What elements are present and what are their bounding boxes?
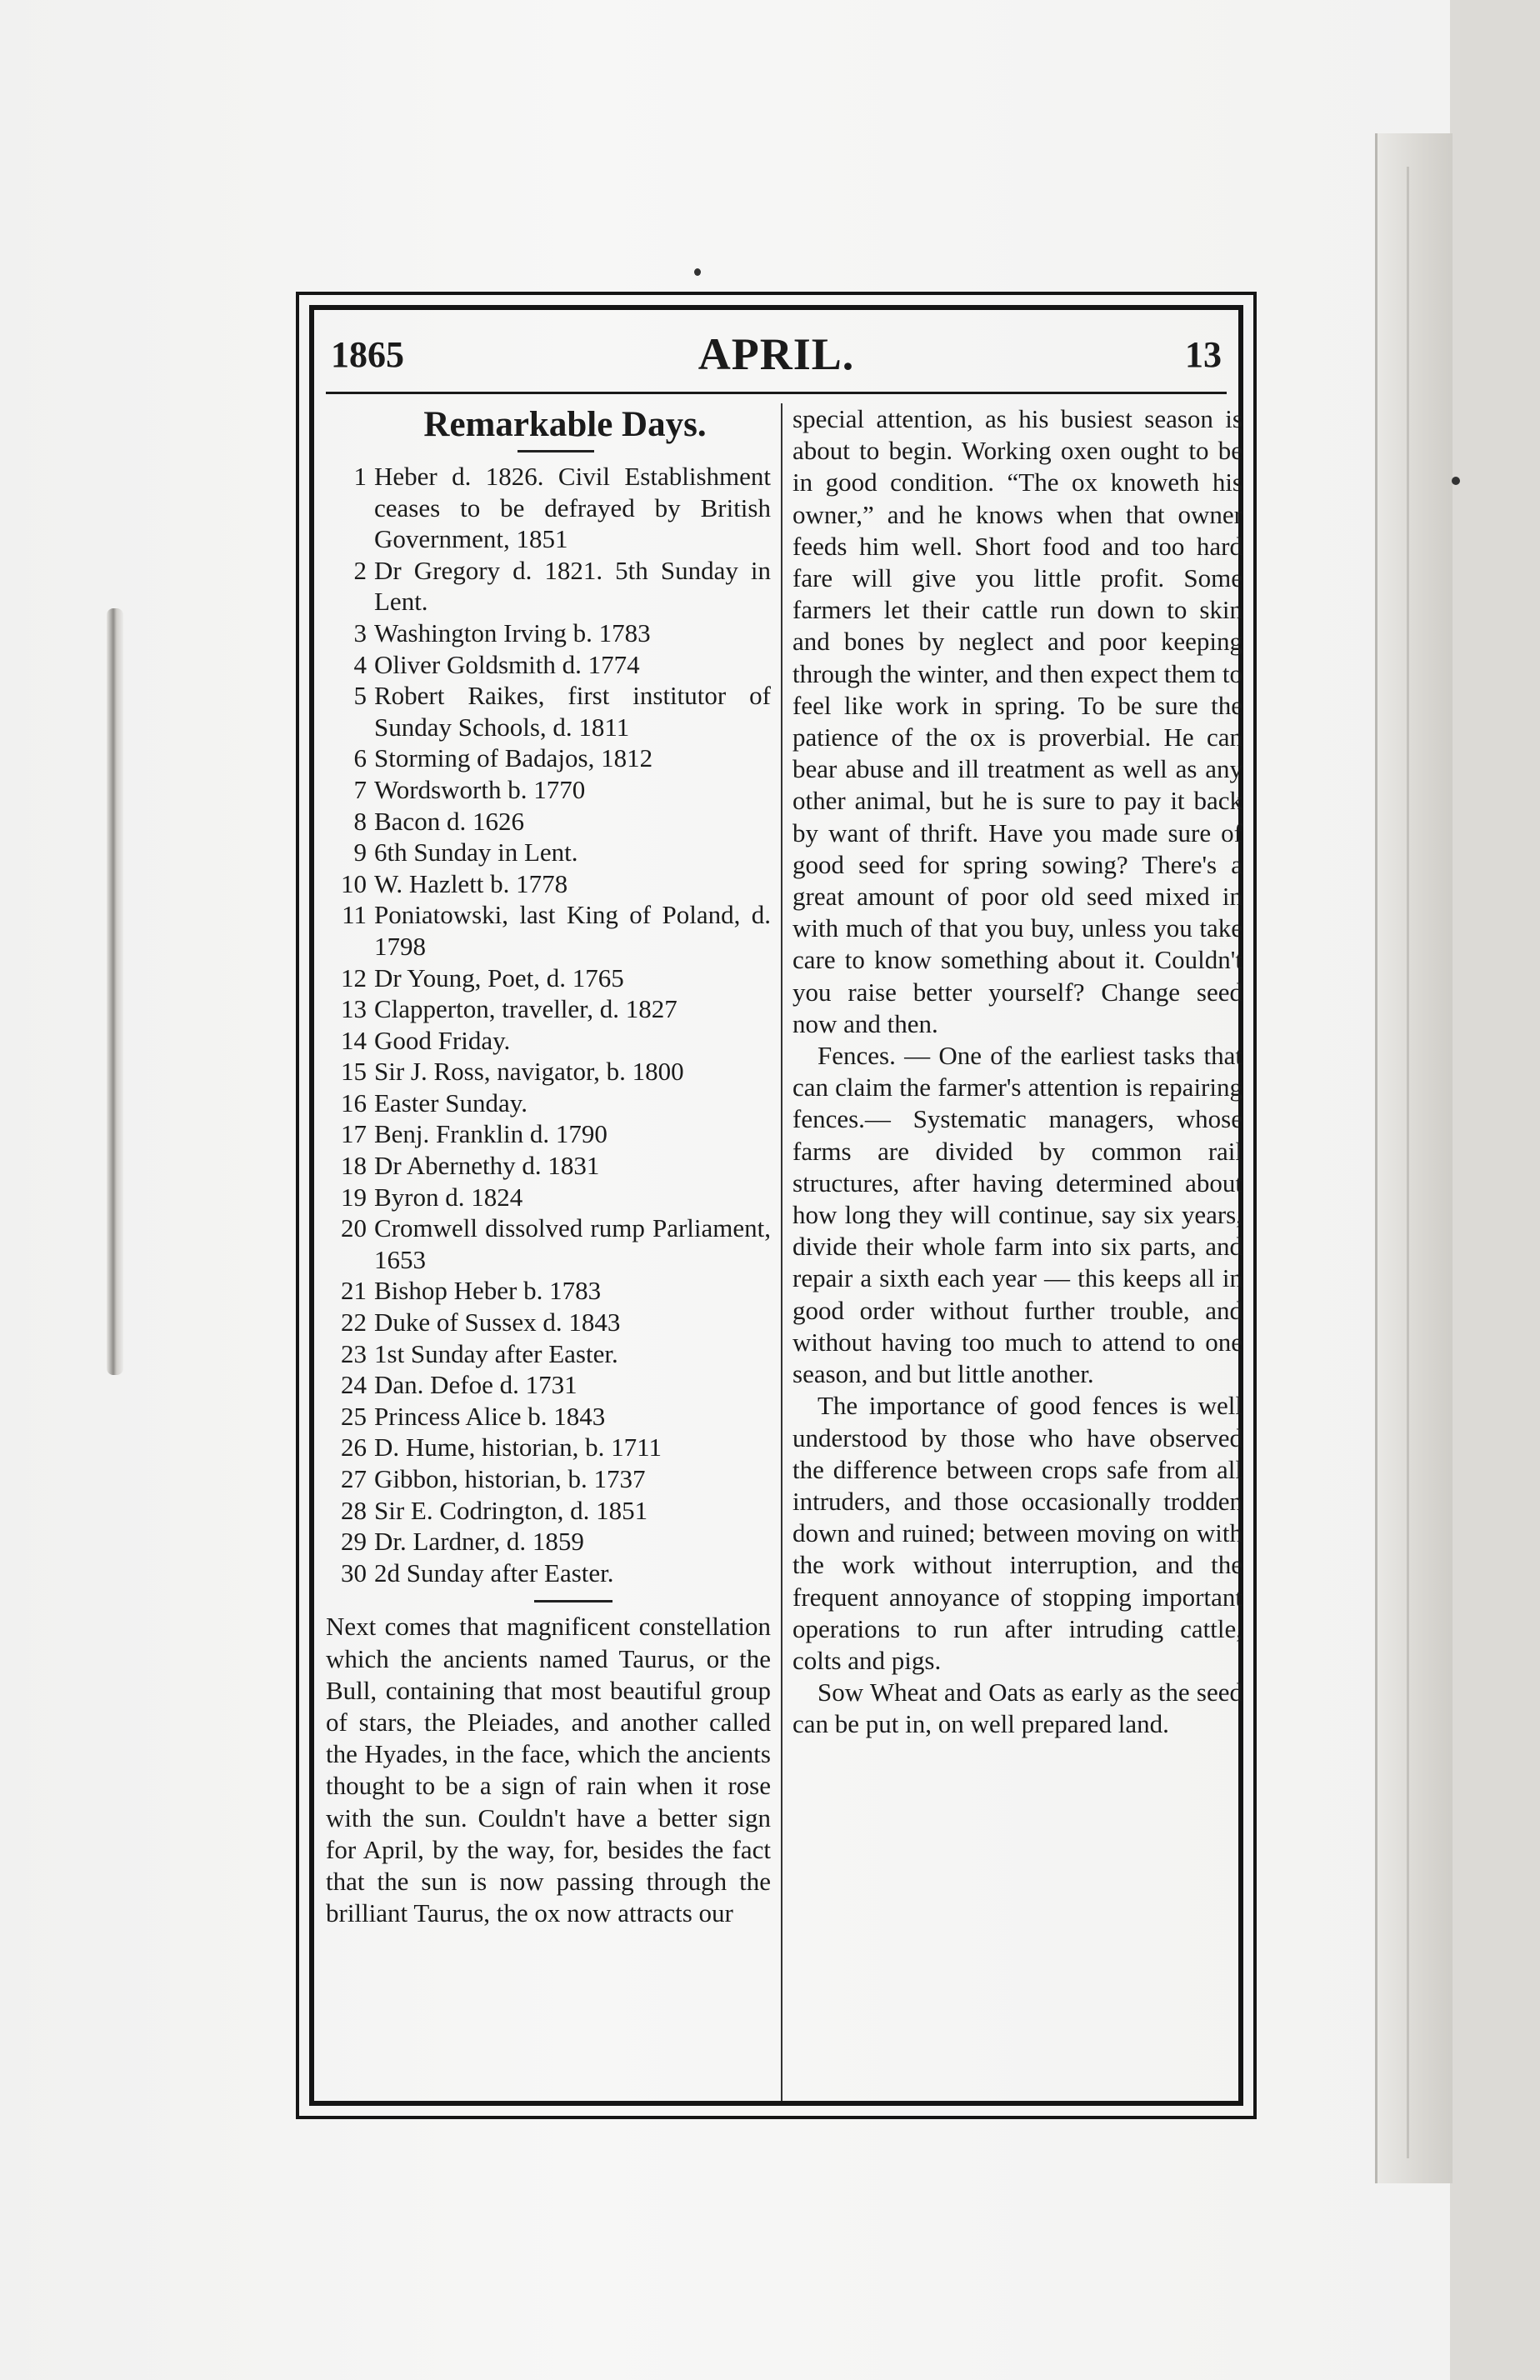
- day-entry: [326, 461, 771, 555]
- good-fences-paragraph: The importance of good fences is well understood by those who have observed the difference between crops safe from all intruders, and those occasionally trodden down and ruined; between moving on with the work without interruption, and the frequent annoyance of stopping important operations to run after intruding cattle, colts and pigs.: [792, 1391, 1242, 1675]
- day-text: Benj. Franklin d. 1790: [374, 1119, 608, 1149]
- page-edge: [1375, 133, 1452, 2183]
- page-header: [326, 325, 1227, 394]
- day-entry: [326, 649, 771, 681]
- day-entry: [326, 1118, 771, 1150]
- day-number: 23: [341, 1338, 367, 1368]
- day-text: Princess Alice b. 1843: [374, 1401, 606, 1431]
- day-number: 24: [341, 1370, 367, 1400]
- day-entry: [326, 742, 771, 774]
- day-entry: [326, 1307, 771, 1338]
- day-number: 27: [341, 1464, 367, 1493]
- day-text: Sir J. Ross, navigator, b. 1800: [374, 1057, 684, 1087]
- day-number: 26: [341, 1432, 367, 1462]
- day-text: Byron d. 1824: [374, 1182, 523, 1212]
- day-number: 18: [341, 1151, 367, 1181]
- almanac-inner-frame: [309, 305, 1243, 2106]
- day-text: Washington Irving b. 1783: [374, 618, 651, 648]
- day-number: 12: [341, 962, 367, 992]
- day-text: Dr. Lardner, d. 1859: [374, 1527, 584, 1557]
- day-entry: [326, 868, 771, 900]
- fences-paragraph: Fences. — One of the earliest tasks that can claim the farmer's attention is repairing fences.— Systematic managers, whose farms are divided by common rail structures, after having determined about how long they will continue, say six years, divide their whole farm into six parts, and repair a sixth each year — this keeps all in good order without further trouble, and without having too much to attend to one season, and but little another.: [792, 1041, 1242, 1389]
- day-number: 19: [341, 1182, 367, 1212]
- day-entry: [326, 1463, 771, 1495]
- day-entry: [326, 837, 771, 868]
- day-text: Wordsworth b. 1770: [374, 774, 586, 804]
- day-text: Dan. Defoe d. 1731: [374, 1370, 578, 1400]
- day-entry: [326, 680, 771, 742]
- day-text: Cromwell dissolved rump Parliament, 1653: [374, 1213, 771, 1274]
- day-number: 11: [342, 900, 367, 930]
- day-entry: [326, 1401, 771, 1432]
- day-number: 22: [341, 1308, 367, 1338]
- remarkable-days-list: [326, 461, 771, 1588]
- day-number: 25: [341, 1401, 367, 1431]
- day-number: 21: [341, 1276, 367, 1306]
- day-entry: [326, 1495, 771, 1527]
- left-column: [326, 403, 771, 1929]
- day-text: 2d Sunday after Easter.: [374, 1558, 614, 1588]
- almanac-frame: [296, 292, 1257, 2119]
- day-entry: [326, 1338, 771, 1370]
- day-text: Good Friday.: [374, 1025, 511, 1055]
- day-text: 1st Sunday after Easter.: [374, 1338, 618, 1368]
- day-entry: [326, 1526, 771, 1558]
- day-entry: [326, 1432, 771, 1463]
- header-year: 1865: [331, 334, 404, 375]
- day-text: Robert Raikes, first institutor of Sunday Schools, d. 1811: [374, 681, 771, 742]
- day-entry: [326, 1056, 771, 1088]
- sowing-paragraph: Sow Wheat and Oats as early as the seed can be put in, on well prepared land.: [792, 1678, 1242, 1739]
- day-text: W. Hazlett b. 1778: [374, 868, 568, 898]
- day-number: 17: [341, 1119, 367, 1149]
- day-number: 5: [353, 681, 367, 711]
- day-number: 9: [353, 838, 367, 868]
- ink-speck: [1452, 477, 1460, 485]
- day-number: 29: [341, 1527, 367, 1557]
- day-number: 14: [341, 1025, 367, 1055]
- header-page-number: 13: [1185, 334, 1222, 375]
- day-text: Poniatowski, last King of Poland, d. 1798: [374, 900, 771, 961]
- remarkable-days-title: Remarkable Days.: [423, 405, 707, 444]
- day-number: 10: [341, 868, 367, 898]
- day-text: Dr Young, Poet, d. 1765: [374, 962, 624, 992]
- day-entry: [326, 1025, 771, 1057]
- oxen-paragraph: special attention, as his busiest season is about to begin. Working oxen ought to be in good condition. “The ox knoweth his owner,” and he knows when that owner feeds him well. Short food and too hard fare will give you little profit. Some farmers let their cattle run down to skin and bones by neglect and poor keeping through the winter, and then expect them to feel like work in spring. To be sure the patience of the ox is proverbial. He can bear abuse and ill treatment as well as any other animal, but he is sure to pay it back by want of thrift. Have you made sure of good seed for spring sowing? There's a great amount of poor old seed mixed in with much of that you buy, unless you take care to know something about it. Couldn't you raise better yourself? Change seed now and then.: [792, 404, 1242, 1038]
- day-number: 4: [353, 649, 367, 679]
- day-entry: [326, 1558, 771, 1589]
- day-text: Dr Abernethy d. 1831: [374, 1151, 600, 1181]
- title-rule: [518, 450, 594, 452]
- day-text: 6th Sunday in Lent.: [374, 838, 578, 868]
- day-text: Clapperton, traveller, d. 1827: [374, 994, 678, 1024]
- day-number: 6: [353, 743, 367, 773]
- binding-mark: [107, 608, 123, 1375]
- day-number: 8: [353, 806, 367, 836]
- day-number: 16: [341, 1088, 367, 1118]
- section-rule: [534, 1600, 612, 1602]
- day-entry: [326, 899, 771, 962]
- day-number: 2: [353, 555, 367, 585]
- day-text: D. Hume, historian, b. 1711: [374, 1432, 662, 1462]
- day-number: 28: [341, 1495, 367, 1525]
- day-text: Bacon d. 1626: [374, 806, 524, 836]
- day-entry: [326, 1369, 771, 1401]
- day-entry: [326, 962, 771, 994]
- day-text: Storming of Badajos, 1812: [374, 743, 653, 773]
- day-number: 7: [353, 774, 367, 804]
- day-text: Easter Sunday.: [374, 1088, 528, 1118]
- header-month: APRIL.: [698, 329, 855, 379]
- page-edge-line: [1407, 167, 1409, 2158]
- day-text: Sir E. Codrington, d. 1851: [374, 1495, 648, 1525]
- column-divider: [781, 403, 782, 2101]
- day-entry: [326, 1182, 771, 1213]
- day-number: 13: [341, 994, 367, 1024]
- day-entry: [326, 1275, 771, 1307]
- day-number: 20: [341, 1213, 367, 1243]
- day-entry: [326, 618, 771, 649]
- day-entry: [326, 555, 771, 618]
- ink-speck: [694, 268, 701, 276]
- day-number: 30: [341, 1558, 367, 1588]
- day-number: 3: [353, 618, 367, 648]
- day-entry: [326, 1088, 771, 1119]
- day-entry: [326, 1212, 771, 1275]
- day-text: Dr Gregory d. 1821. 5th Sunday in Lent.: [374, 555, 771, 617]
- day-text: Bishop Heber b. 1783: [374, 1276, 602, 1306]
- day-text: Heber d. 1826. Civil Establishment ceases to be defrayed by British Government, 1851: [374, 462, 771, 554]
- day-entry: [326, 774, 771, 806]
- right-column: [792, 403, 1242, 1741]
- day-text: Oliver Goldsmith d. 1774: [374, 649, 640, 679]
- day-text: Gibbon, historian, b. 1737: [374, 1464, 646, 1493]
- day-entry: [326, 1150, 771, 1182]
- day-text: Duke of Sussex d. 1843: [374, 1308, 621, 1338]
- day-entry: [326, 993, 771, 1025]
- day-number: 15: [341, 1057, 367, 1087]
- taurus-paragraph: Next comes that magnificent constellation which the ancients named Taurus, or the Bull, containing that most beautiful group of stars, the Pleiades, and another called the Hyades, in the face, which the ancients thought to be a sign of rain when it rose with the sun. Couldn't have a better sign for April, by the way, for, besides the fact that the sun is now passing through the brilliant Taurus, the ox now attracts our: [326, 1612, 771, 1928]
- day-entry: [326, 806, 771, 838]
- day-number: 1: [353, 462, 367, 491]
